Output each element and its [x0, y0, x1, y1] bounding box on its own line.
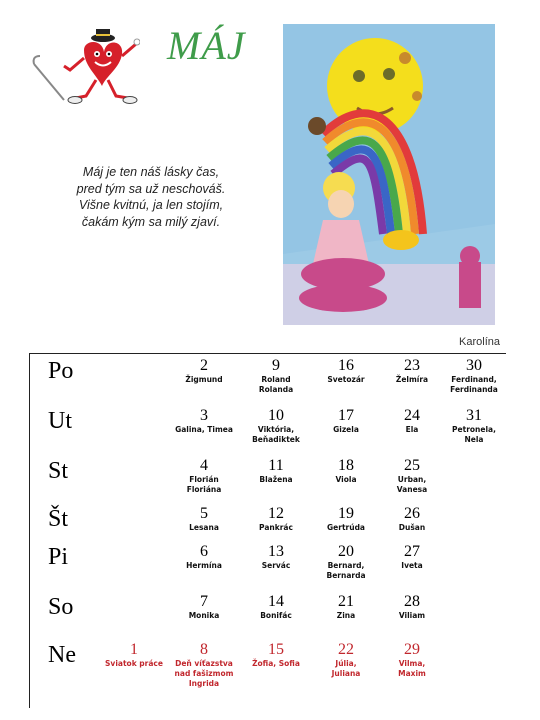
day-number: 11 [268, 457, 284, 474]
day-number: 5 [200, 505, 208, 522]
month-title: MÁJ [167, 23, 246, 68]
calendar-grid [29, 353, 506, 708]
nameday: Zina [336, 611, 356, 620]
child-drawing-illustration [283, 24, 495, 325]
nameday: Viktória, [257, 425, 295, 434]
day-number: 15 [268, 641, 284, 658]
poem [66, 164, 236, 230]
nameday: Júlia, [335, 659, 357, 668]
nameday: nad fašizmom [174, 669, 234, 678]
day-number: 21 [338, 593, 354, 610]
day-number: 31 [466, 407, 482, 424]
nameday: Deň víťazstva [175, 659, 233, 668]
nameday: Vilma, [398, 659, 426, 668]
poem-line: Višne kvitnú, ja len stojím, [78, 198, 224, 212]
day-number: 20 [338, 543, 354, 560]
day-number: 16 [338, 357, 354, 374]
day-number: 26 [404, 505, 420, 522]
nameday: Žofia, Sofia [252, 659, 300, 668]
day-name: So [48, 594, 74, 620]
day-number: 24 [404, 407, 420, 424]
nameday: Bernard, [327, 561, 365, 570]
nameday: Hermína [186, 561, 222, 570]
nameday: Roland [261, 375, 291, 384]
day-number: 2 [200, 357, 208, 374]
day-number: 3 [200, 407, 208, 424]
day-number: 27 [404, 543, 420, 560]
nameday: Bernarda [326, 571, 366, 580]
nameday: Svetozár [327, 375, 365, 384]
day-name: Po [48, 358, 74, 384]
day-number: 19 [338, 505, 354, 522]
day-number: 22 [338, 641, 354, 658]
poem-line: čakám kým sa milý zjaví. [81, 214, 221, 229]
day-cell [236, 543, 316, 571]
day-cell [164, 407, 244, 435]
nameday: Gizela [333, 425, 359, 434]
day-cell [164, 505, 244, 533]
nameday: Florián [189, 475, 219, 484]
nameday: Nela [464, 435, 484, 444]
day-number: 1 [130, 641, 138, 658]
poem-line: pred tým sa už neschováš. [76, 181, 226, 196]
day-name: Št [48, 506, 69, 532]
day-cell [372, 641, 452, 679]
day-cell [164, 357, 244, 385]
day-number: 10 [268, 407, 284, 424]
nameday: Dušan [398, 523, 426, 532]
day-name: St [48, 458, 69, 484]
nameday: Urban, [397, 475, 427, 484]
day-number: 29 [404, 641, 420, 658]
nameday: Viola [335, 475, 357, 484]
day-number: 25 [404, 457, 420, 474]
calendar-row [30, 590, 506, 636]
nameday: Beňadiktek [252, 435, 300, 444]
day-number: 17 [338, 407, 354, 424]
day-number: 7 [200, 593, 208, 610]
nameday: Gertrúda [327, 523, 365, 532]
day-cell [164, 593, 244, 621]
day-number: 4 [200, 457, 208, 474]
day-cell [236, 593, 316, 621]
day-cell [236, 407, 316, 445]
day-cell [372, 593, 452, 621]
calendar-row [30, 354, 506, 402]
day-name: Pi [48, 544, 69, 570]
nameday: Viliam [398, 611, 426, 620]
nameday: Servác [261, 561, 291, 570]
calendar-row [30, 540, 506, 588]
nameday: Ferdinanda [450, 385, 498, 394]
day-number: 8 [200, 641, 208, 658]
day-number: 12 [268, 505, 284, 522]
day-cell [434, 407, 514, 445]
nameday: Ingrida [188, 679, 220, 688]
nameday: Iveta [401, 561, 423, 570]
nameday: Blažena [259, 475, 293, 484]
nameday: Galina, Timea [175, 425, 233, 434]
day-cell [94, 641, 174, 669]
day-cell [434, 357, 514, 395]
nameday: Floriána [186, 485, 222, 494]
nameday: Sviatok práce [105, 659, 163, 668]
day-cell [164, 543, 244, 571]
nameday: Maxim [398, 669, 426, 678]
day-number: 18 [338, 457, 354, 474]
day-number: 6 [200, 543, 208, 560]
calendar-row [30, 638, 506, 706]
day-name: Ut [48, 408, 72, 434]
day-number: 9 [272, 357, 280, 374]
calendar-row [30, 502, 506, 538]
day-cell [164, 641, 244, 689]
day-name: Ne [48, 642, 76, 668]
nameday: Ela [405, 425, 419, 434]
poem-line: Máj je ten náš lásky čas, [82, 165, 220, 179]
nameday: Rolanda [258, 385, 294, 394]
nameday: Pankrác [259, 523, 293, 532]
day-number: 13 [268, 543, 284, 560]
day-cell [236, 457, 316, 485]
nameday: Bonifác [260, 611, 292, 620]
calendar-row [30, 454, 506, 500]
nameday: Petronela, [452, 425, 496, 434]
nameday: Žigmund [185, 375, 223, 384]
day-number: 14 [268, 593, 284, 610]
nameday: Juliana [331, 669, 361, 678]
day-cell [236, 641, 316, 669]
artist-credit: Karolína [459, 336, 500, 348]
calendar-row [30, 404, 506, 452]
nameday: Lesana [189, 523, 219, 532]
nameday: Ferdinand, [451, 375, 497, 384]
day-cell [372, 505, 452, 533]
day-cell [372, 543, 452, 571]
day-cell [236, 357, 316, 395]
nameday: Želmíra [395, 375, 429, 384]
day-cell [164, 457, 244, 495]
nameday: Vanesa [396, 485, 428, 494]
nameday: Monika [188, 611, 220, 620]
day-number: 30 [466, 357, 482, 374]
day-number: 28 [404, 593, 420, 610]
day-cell [236, 505, 316, 533]
day-cell [372, 457, 452, 495]
day-number: 23 [404, 357, 420, 374]
